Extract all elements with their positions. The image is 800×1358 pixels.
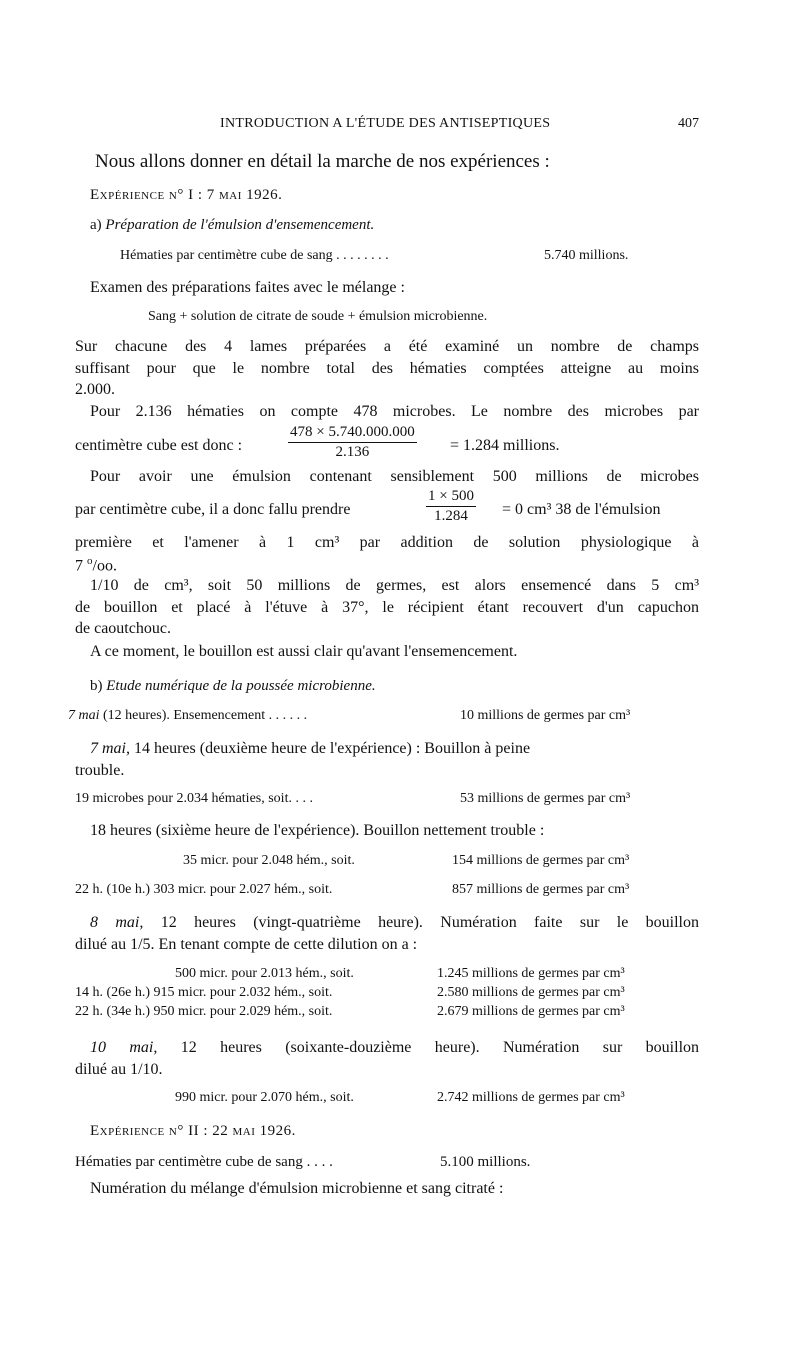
fraction-volume-denominator: 1.284 [434,508,468,524]
row-5-value: 1.245 millions de germes par cm³ [437,966,625,981]
paragraph-3-line-4 [75,556,117,574]
per-mille-upper: o [87,555,93,567]
concentration-number: 7 [75,557,87,575]
paragraph-9-line-1 [90,1040,699,1056]
hematies-2-value: 5.100 millions. [440,1154,531,1170]
section-b-title: Etude numérique de la poussée microbienne. [106,678,376,694]
row-3-label: 35 micr. pour 2.048 hém., soit. [183,853,355,868]
paragraph-9-text: 12 heures (soixante-douzième heure). Numération sur bouillon [180,1039,700,1056]
paragraph-6-date: 7 mai, [90,740,130,757]
row-4-value: 857 millions de germes par cm³ [452,882,630,897]
row-6-label: 14 h. (26e h.) 915 micr. pour 2.032 hém., soit. [75,985,333,1000]
paragraph-2-text-before: centimètre cube est donc : [75,437,243,454]
melange-line: Sang + solution de citrate de soude + émulsion microbienne. [148,309,488,324]
section-b-marker: b) [90,678,103,694]
paragraph-6-line-1 [90,741,530,757]
paragraph-6-text: 14 heures (deuxième heure de l'expérience) : Bouillon à peine [134,740,531,757]
row-1-text: (12 heures). Ensemencement . . . . . . [103,708,308,723]
paragraph-8-line-2: dilué au 1/5. En tenant compte de cette dilution on a : [75,936,418,953]
paragraph-8-line-1 [90,915,699,931]
numeration-line: Numération du mélange d'émulsion microbienne et sang citraté : [90,1180,504,1197]
running-title: INTRODUCTION A L'ÉTUDE DES ANTISEPTIQUES [220,116,551,131]
paragraph-8-text: 12 heures (vingt-quatrième heure). Numération faite sur le bouillon [160,914,699,931]
per-mille-lower: /oo. [92,557,117,575]
paragraph-6-line-2: trouble. [75,762,125,779]
paragraph-4-line-2: de bouillon et placé à l'étuve à 37°, le récipient étant recouvert d'un capuchon [75,599,699,616]
row-6-value: 2.580 millions de germes par cm³ [437,985,625,1000]
row-7-value: 2.679 millions de germes par cm³ [437,1004,625,1019]
row-8-label: 990 micr. pour 2.070 hém., soit. [175,1090,354,1105]
hematies-label: Hématies par centimètre cube de sang . . . . . . . . [120,248,389,263]
paragraph-9-line-2: dilué au 1/10. [75,1061,163,1078]
paragraph-4-line-3: de caoutchouc. [75,620,171,637]
fraction-volume-numerator: 1 × 500 [426,489,476,507]
paragraph-8-date: 8 mai, [90,914,144,931]
paragraph-1-line-2: suffisant pour que le nombre total des hématies comptées atteigne au moins [75,360,699,377]
fraction-microbes [288,425,417,460]
paragraph-5: A ce moment, le bouillon est aussi clair qu'avant l'ensemencement. [90,643,518,660]
row-1-date: 7 mai [68,708,100,723]
section-a-marker: a) [90,217,102,233]
paragraph-1-line-3: 2.000. [75,381,115,398]
row-3-value: 154 millions de germes par cm³ [452,853,630,868]
fraction-denominator: 2.136 [335,444,370,460]
row-2-value: 53 millions de germes par cm³ [460,791,631,806]
row-7-label: 22 h. (34e h.) 950 micr. pour 2.029 hém., soit. [75,1004,333,1019]
row-1-label [68,709,307,723]
paragraph-9-date: 10 mai, [90,1039,158,1056]
row-1-value: 10 millions de germes par cm³ [460,708,631,723]
hematies-value: 5.740 millions. [544,248,629,263]
paragraph-3-text-after: = 0 cm³ 38 de l'émulsion [502,501,661,518]
experiment-2-heading: Expérience n° II : 22 mai 1926. [90,1123,296,1139]
paragraph-1-line-1: Sur chacune des 4 lames préparées a été examiné un nombre de champs [75,338,699,355]
section-a-heading [90,218,374,233]
row-5-label: 500 micr. pour 2.013 hém., soit. [175,966,354,981]
paragraph-2-line-1: Pour 2.136 hématies on compte 478 microbes. Le nombre des microbes par [90,403,699,420]
experiment-1-heading: Expérience n° I : 7 mai 1926. [90,187,283,203]
section-b-heading [90,679,376,694]
paragraph-3-line-3: première et l'amener à 1 cm³ par addition de solution physiologique à [75,534,699,551]
row-2-label: 19 microbes pour 2.034 hématies, soit. . . . [75,791,313,806]
paragraph-2-text-after: = 1.284 millions. [450,437,560,454]
row-4-label: 22 h. (10e h.) 303 micr. pour 2.027 hém., soit. [75,882,333,897]
examen-line: Examen des préparations faites avec le mélange : [90,279,405,296]
row-8-value: 2.742 millions de germes par cm³ [437,1090,625,1105]
hematies-2-label: Hématies par centimètre cube de sang . . . . [75,1154,333,1170]
paragraph-3-text-before: par centimètre cube, il a donc fallu prendre [75,501,351,518]
paragraph-7: 18 heures (sixième heure de l'expérience). Bouillon nettement trouble : [90,822,545,839]
paragraph-4-line-1: 1/10 de cm³, soit 50 millions de germes, est alors ensemencé dans 5 cm³ [90,577,699,594]
intro-line: Nous allons donner en détail la marche de nos expériences : [95,151,550,172]
section-a-title: Préparation de l'émulsion d'ensemencement. [105,217,375,233]
fraction-volume [426,489,476,524]
page-number: 407 [678,116,699,131]
paragraph-3-line-1: Pour avoir une émulsion contenant sensiblement 500 millions de microbes [90,468,699,485]
fraction-numerator: 478 × 5.740.000.000 [288,425,417,443]
